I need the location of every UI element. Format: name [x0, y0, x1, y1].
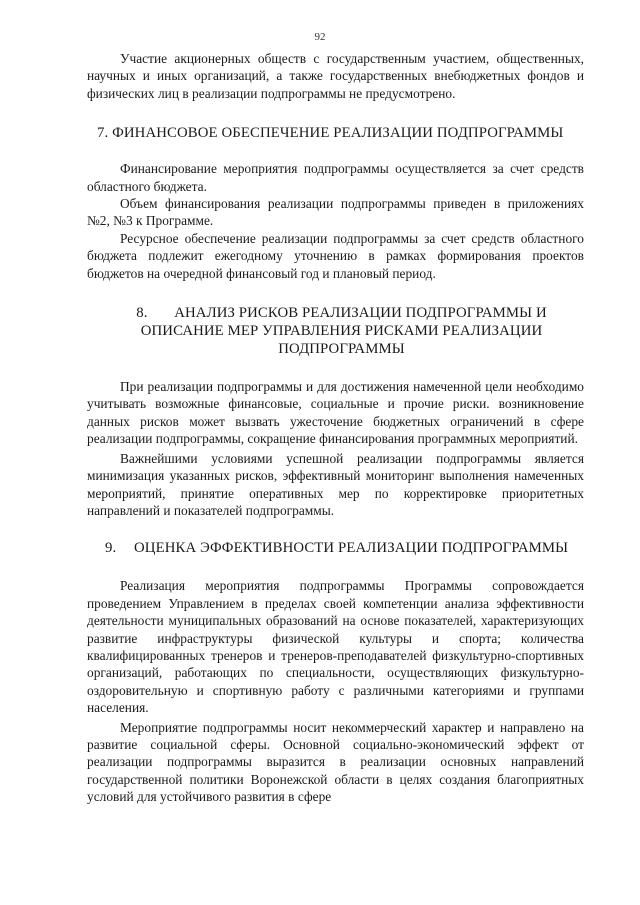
section-9-heading: [87, 539, 584, 557]
section-9-paragraph: Реализация мероприятия подпрограммы Программы сопровождается проведением Управлением в пределах своей компетенции анализа эффективности деятельности муниципальных образований на основе показателей, характеризующих развитие инфраструктуры физической культуры и спорта; количества квалифицированных тренеров и тренеров-преподавателей физкультурно-спортивных организаций, работающих по специальности, осуществляющих физкультурно-оздоровительную и спортивную работу с различными категориями и группами населения.: [87, 578, 584, 716]
page-number: 92: [314, 31, 326, 43]
section-8-paragraph: Важнейшими условиями успешной реализации подпрограммы является минимизация указанных рисков, эффективный мониторинг выполнения намеченных мероприятий, принятие оперативных мер по корректировке приоритетных направлений и показателей подпрограммы.: [87, 450, 584, 518]
section-7-heading: 7. ФИНАНСОВОЕ ОБЕСПЕЧЕНИЕ РЕАЛИЗАЦИИ ПОДПРОГРАММЫ: [97, 125, 564, 142]
section-7-paragraph: Финансирование мероприятия подпрограммы осуществляется за счет средств областного бюджета.: [87, 161, 584, 194]
document-body: [87, 50, 584, 806]
section-9-number: 9.: [105, 540, 117, 557]
section-8-paragraph: При реализации подпрограммы и для достижения намеченной цели необходимо учитывать возможные финансовые, социальные и прочие риски. возникновение данных рисков может вызвать ужесточение бюджетных ограничений в сфере реализации подпрограммы, сокращение финансирования программных мероприятий.: [87, 379, 584, 447]
section-9-title: ОЦЕНКА ЭФФЕКТИВНОСТИ РЕАЛИЗАЦИИ ПОДПРОГРАММЫ: [134, 540, 569, 557]
section-8-number: 8.: [136, 305, 148, 322]
section-7-paragraph: Ресурсное обеспечение реализации подпрограммы за счет средств областного бюджета подлежит ежегодному уточнению в рамках формирования проектов бюджетов на очередной финансовый год и плановый период.: [87, 230, 584, 281]
section-9-paragraph: Мероприятие подпрограммы носит некоммерческий характер и направлено на развитие социальной сферы. Основной социально-экономический эффект от реализации подпрограммы выразится в реализации основных направлений государственной политики Воронежской области в целях создания благоприятных условий для устойчивого развития в сфере: [87, 719, 584, 805]
section-8-title: АНАЛИЗ РИСКОВ РЕАЛИЗАЦИИ ПОДПРОГРАММЫ И ОПИСАНИЕ МЕР УПРАВЛЕНИЯ РИСКАМИ РЕАЛИЗАЦИИ ПОДПРОГРАММЫ: [140, 305, 547, 358]
paragraph-intro: Участие акционерных обществ с государственным участием, общественных, научных и иных организаций, а также государственных внебюджетных фондов и физических лиц в реализации подпрограммы не предусмотрено.: [87, 51, 584, 101]
section-8-heading: [87, 304, 584, 358]
section-7-paragraph: Объем финансирования реализации подпрограммы приведен в приложениях №2, №3 к Программе.: [87, 196, 584, 229]
